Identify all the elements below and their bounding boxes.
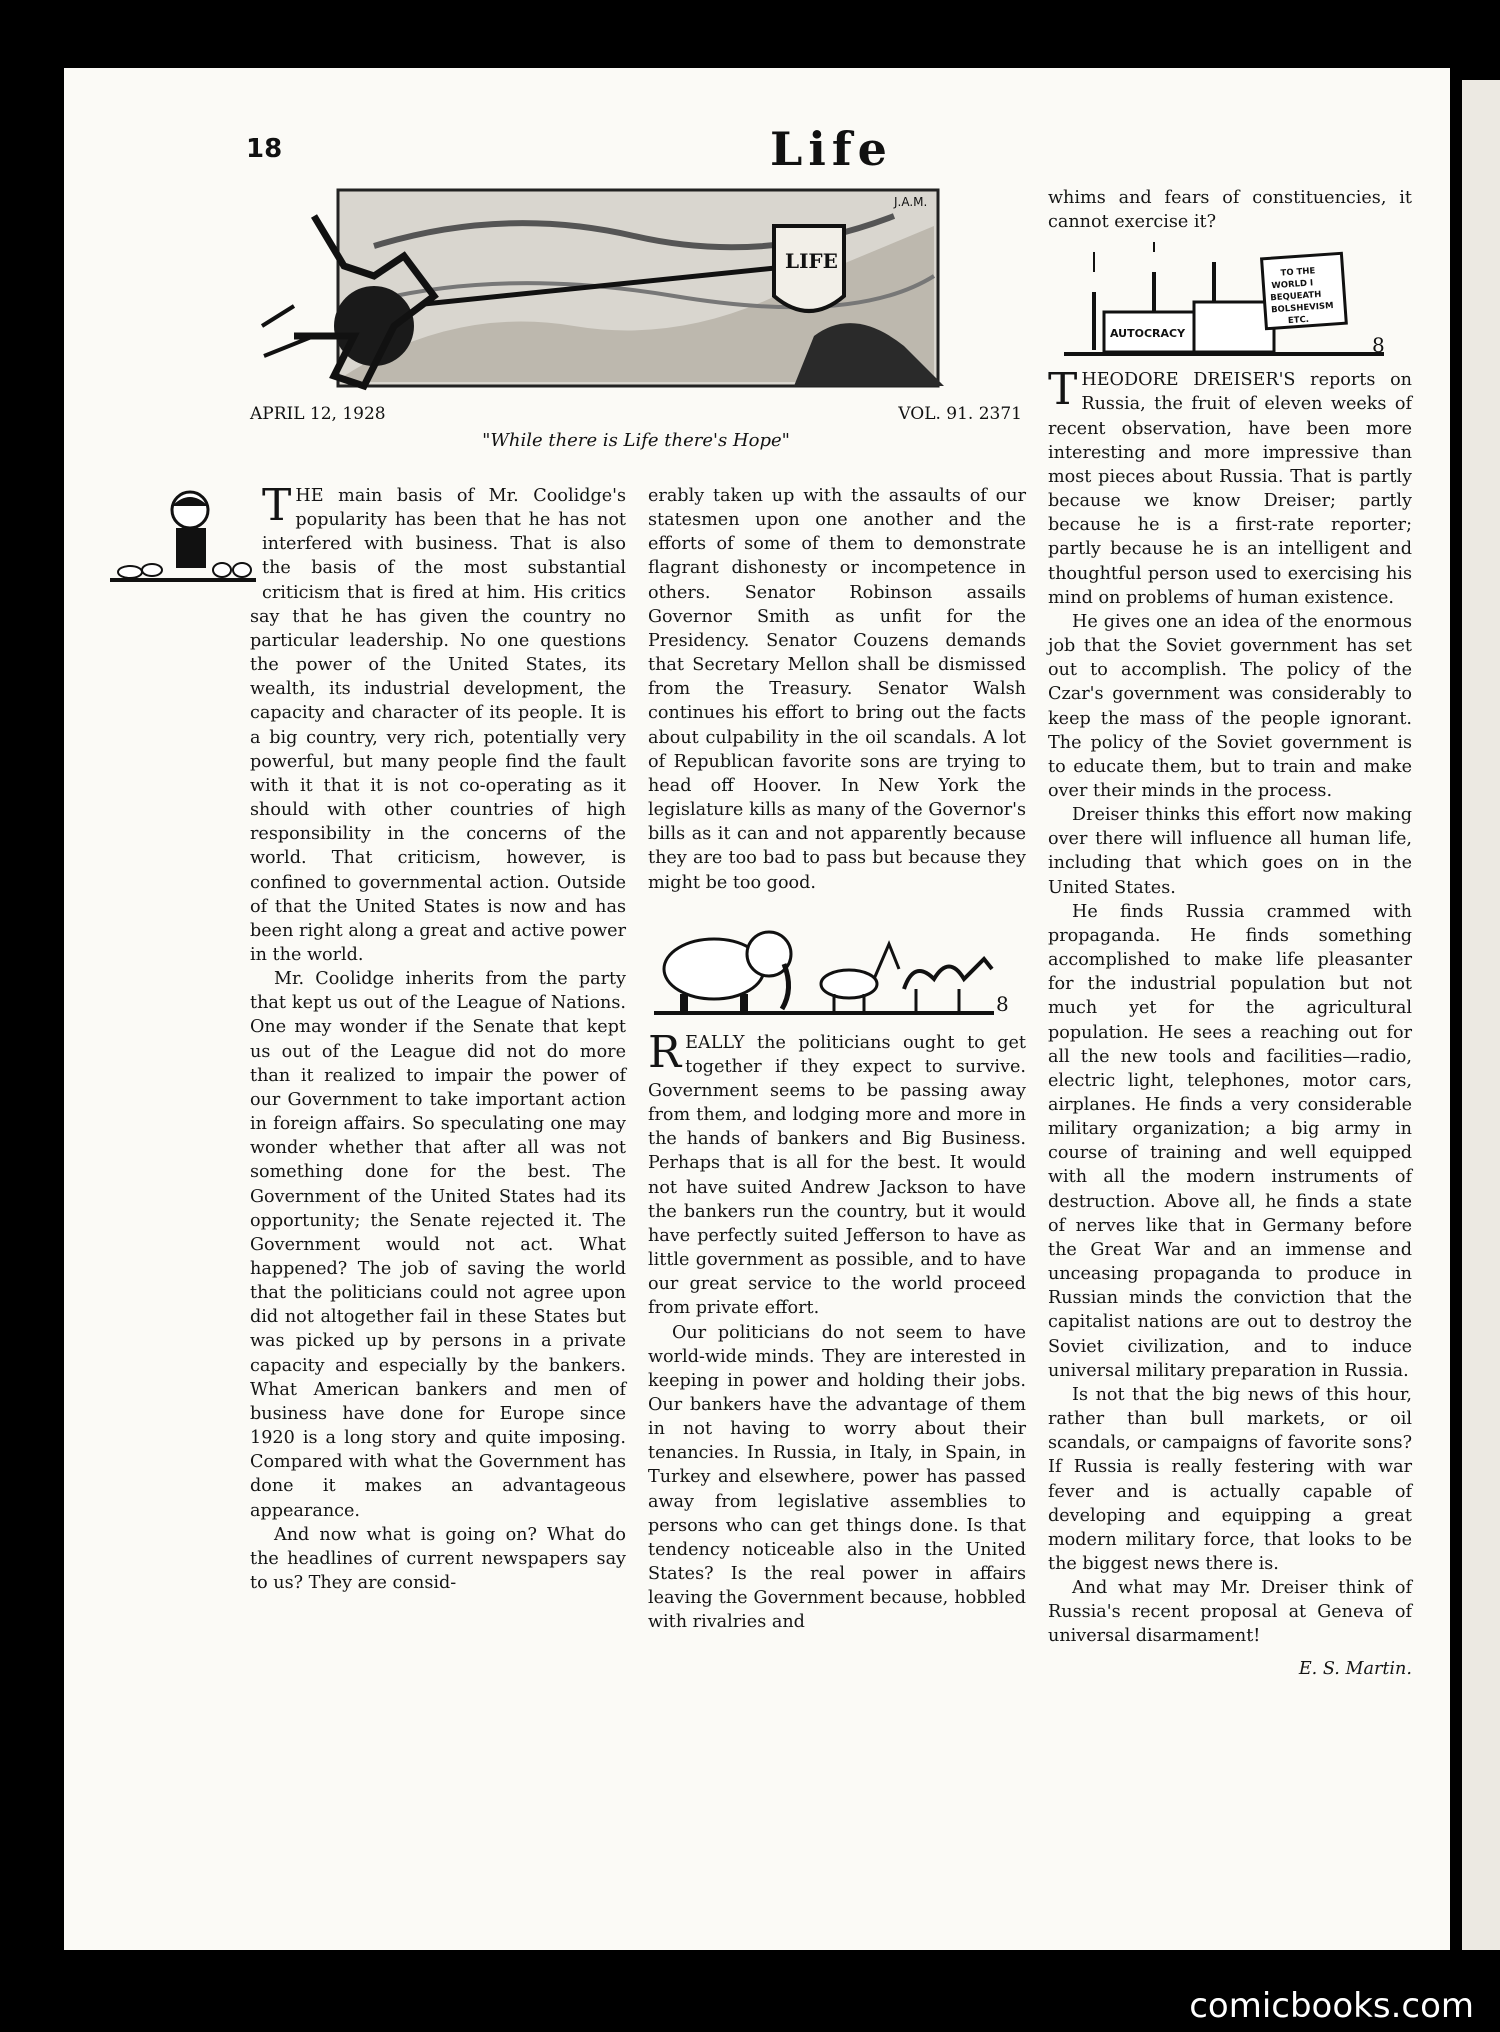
page-number: 18 (246, 134, 283, 164)
volume-number: VOL. 91. 2371 (898, 404, 1022, 424)
col2-paragraph-2: EALLY the politicians ought to get together if they expect to survive. Government seems to be passing away from them, and lodging more and more in the hands of bankers and Big Business. Perhaps that is all for the best. It would not have suited Andrew Jackson to have the bankers run the country, but it would have perfectly suited Jefferson to have as little government as possible, and to have our great service to the world proceed from private effort. (648, 1032, 1026, 1319)
col1-lead-first: HE main basis of Mr. Coolidge's popularity has been that he has not interfered with business. That is also (262, 486, 626, 555)
dropcap-t: T (262, 480, 292, 531)
animals-cartoon (654, 909, 1026, 1021)
dropcap-r: R (648, 1026, 682, 1078)
facing-page-edge (1462, 80, 1500, 1950)
issue-date: APRIL 12, 1928 (250, 404, 386, 424)
col3-paragraph-6: And what may Mr. Dreiser think of Russia's recent proposal at Geneva of universal disarmament! (1048, 1578, 1412, 1647)
col1-paragraph-2: Mr. Coolidge inherits from the party that kept us out of the League of Nations. One may wonder if the Senate that kept us out of the League did not do more than it realized to impair the power of our Government to take important action in foreign affairs. So speculating one may wonder whether that after all was not something done for the best. The Government of the United States had its opportunity; the Senate rejected it. The Government would not act. What happened? The job of saving the world that the politicians could not agree upon did not altogether fail in these States but was picked up by persons in a private capacity and especially by the bankers. What American bankers and men of business have done for Europe since 1920 is a long story and quite imposing. Compared with what the Government has done it makes an advantageous appearance. (250, 969, 626, 1521)
autocracy-cartoon (1064, 242, 1412, 360)
col3-paragraph-2: He gives one an idea of the enormous job that the Soviet government has set out to accomplish. The policy of the Czar's government was considerably to keep the mass of the people ignorant. The policy of the Soviet government is to educate them, but to train and make over their minds in the process. (1048, 611, 1412, 801)
col3-paragraph-5: Is not that the big news of this hour, rather than bull markets, or oil scandals, or campaigns of favorite sons? If Russia is really festering with war fever and is actually capable of developing and equipping a great modern military force, that looks to be the biggest news there is. (1048, 1384, 1412, 1574)
svg-text:8: 8 (996, 991, 1009, 1016)
col3-paragraph-3: Dreiser thinks this effort now making over there will influence all human life, including that which goes on in the United States. (1048, 805, 1412, 898)
banner-illustration (254, 186, 1028, 398)
column-2 (648, 484, 1026, 1635)
col3-paragraph-1: HEODORE DREISER'S reports on Russia, the fruit of eleven weeks of recent observation, have been more interesting and more impressive than most pieces about Russia. That is partly because we know Dreiser; partly because he is a first-rate reporter; partly because he is an intelligent and thoughtful person used to exercising his mind on problems of human existence. (1048, 370, 1412, 608)
column-3 (1048, 186, 1412, 1681)
col3-paragraph-4: He finds Russia crammed with propaganda. He finds something accomplished to make life pleasanter for the industrial population but not much yet for the agricultural population. He sees a reaching out for all the new tools and facilities—radio, electric light, telephones, motor cars, airplanes. He finds a very considerable military organization; a big army in course of training and well equipped with all the modern instruments of destruction. Above all, he finds a state of nerves like that in Germany before the Great War and an immense and unceasing propaganda to produce in Russian minds the conviction that the capitalist nations are out to destroy the Soviet civilization, and to induce universal military preparation in Russia. (1048, 901, 1412, 1381)
bequeath-sign: TO THEWORLD IBEQUEATHBOLSHEVISMETC. (1270, 266, 1334, 327)
col2-paragraph-3: Our politicians do not seem to have world-wide minds. They are interested in keeping in power and holding their jobs. Our bankers have the advantage of them in not having to worry about their tenancies. In Russia, in Italy, in Spain, in Turkey and elsewhere, power has passed away from legislative assemblies to persons who can get things done. Is that tendency noticeable also in the United States? Is the real power in affairs leaving the Government because, hobbled with rivalries and (648, 1322, 1026, 1633)
motto: "While there is Life there's Hope" (482, 430, 790, 451)
author-signature: E. S. Martin. (1298, 1658, 1412, 1679)
coolidge-cartoon (110, 484, 256, 584)
banner-signature: J.A.M. (894, 195, 928, 209)
dropcap-t2: T (1048, 364, 1078, 416)
svg-text:8: 8 (1372, 333, 1385, 358)
col3-paragraph-0: whims and fears of constituencies, it cannot exercise it? (1048, 188, 1412, 233)
col1-paragraph-3: And now what is going on? What do the headlines of current newspapers say to us? They are consid- (250, 1524, 626, 1594)
autocracy-sign: AUTOCRACY (1110, 327, 1186, 341)
banner-shield-text: LIFE (785, 249, 838, 273)
column-1 (250, 480, 626, 1595)
col1-lead-rest: the basis of the most substantial criticism that is fired at him. His critics say that he has given the country no particular leadership. No one questions the power of the United States, its wealth, its industrial development, the capacity and character of its people. It is a big country, very rich, potentially very powerful, but many people find the fault with it that it is not co-operating as it should with other countries of high responsibility in the concerns of the world. That criticism, however, is confined to governmental action. Outside of that the United States is now and has been right along a great and active power in the world. (250, 558, 626, 965)
masthead-title: Life (770, 122, 893, 176)
col2-paragraph-1: erably taken up with the assaults of our statesmen upon one another and the efforts of some of them to demonstrate flagrant dishonesty or incompetence in others. Senator Robinson assails Governor Smith as unfit for the Presidency. Senator Couzens demands that Secretary Mellon shall be dismissed from the Treasury. Senator Walsh continues his effort to bring out the facts about culpability in the oil scandals. A lot of Republican favorite sons are trying to head off Hoover. In New York the legislature kills as many of the Governor's bills as it can and not apparently because they are too bad to pass but because they might be too good. (648, 486, 1026, 893)
watermark: comicbooks.com (1189, 1986, 1474, 2026)
